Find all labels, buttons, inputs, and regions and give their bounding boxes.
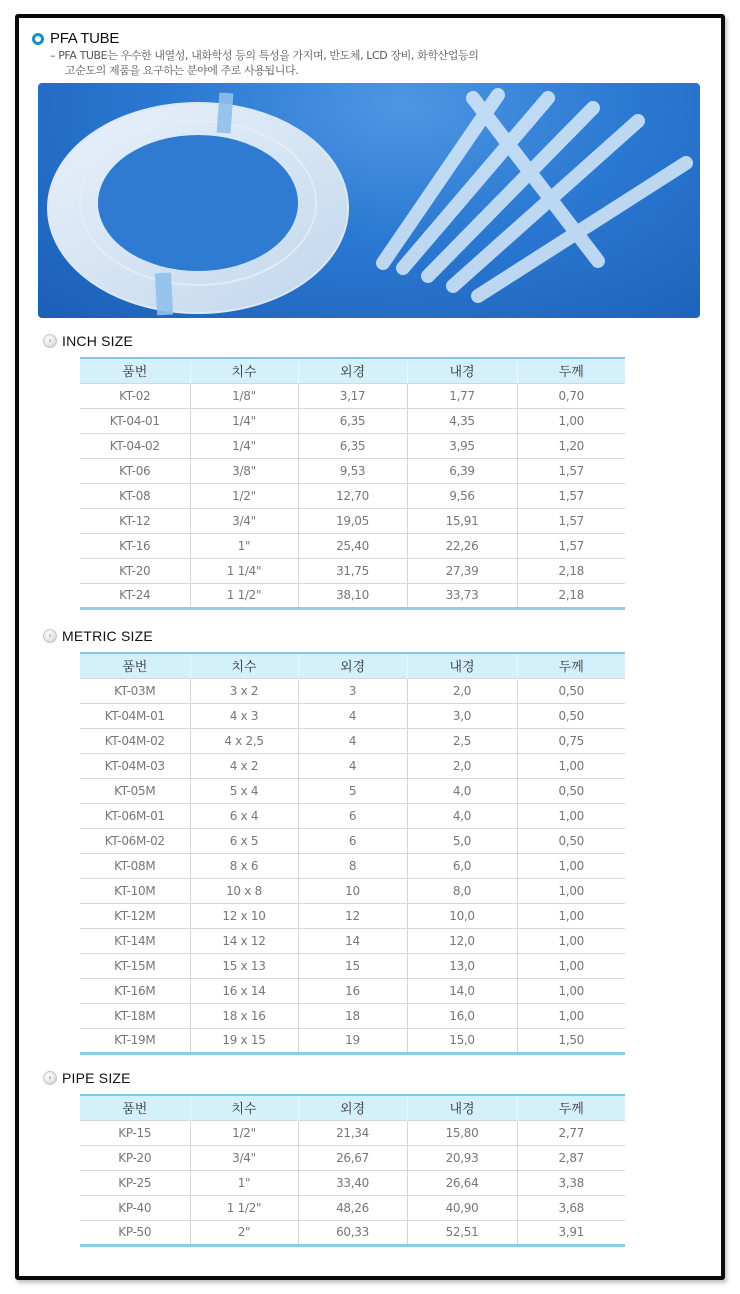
table-row: [80, 1170, 625, 1195]
inch-size-table: [80, 357, 625, 610]
table-row: [80, 508, 625, 533]
table-cell: 6,39: [407, 458, 517, 483]
table-cell: 1": [190, 533, 298, 558]
table-row: [80, 903, 625, 928]
table-header-row: [80, 653, 625, 678]
table-cell: 5: [298, 778, 407, 803]
table-cell: 8: [298, 853, 407, 878]
table-cell: 4 x 2: [190, 753, 298, 778]
table-cell: 0,70: [517, 383, 625, 408]
table-cell: 1,57: [517, 458, 625, 483]
section-title-inch: [43, 333, 133, 349]
table-cell: 13,0: [407, 953, 517, 978]
table-cell: 2,5: [407, 728, 517, 753]
table-cell: 21,34: [298, 1120, 407, 1145]
table-cell: 0,50: [517, 703, 625, 728]
table-cell: 6 x 5: [190, 828, 298, 853]
table-row: [80, 408, 625, 433]
table-cell: 1,57: [517, 508, 625, 533]
table-cell: 15,80: [407, 1120, 517, 1145]
table-cell: KT-16: [80, 533, 190, 558]
column-header: 품번: [122, 365, 148, 381]
table-cell: 19: [298, 1028, 407, 1053]
table-cell: 0,50: [517, 828, 625, 853]
section-label: METRIC SIZE: [62, 628, 153, 644]
section-title-pipe: [43, 1070, 131, 1086]
chevron-right-icon: ›: [43, 334, 57, 348]
column-header: 외경: [298, 1095, 407, 1120]
table-cell: 8 x 6: [190, 853, 298, 878]
column-header: 품번: [122, 1102, 148, 1118]
table-cell: 14,0: [407, 978, 517, 1003]
table-cell: 1,20: [517, 433, 625, 458]
table-cell: 1/4": [190, 433, 298, 458]
table-cell: KT-04-02: [80, 433, 190, 458]
table-cell: KT-14M: [80, 928, 190, 953]
table-cell: 4,0: [407, 778, 517, 803]
table-cell: KT-02: [80, 383, 190, 408]
column-header: 치수: [190, 358, 298, 383]
table-cell: 52,51: [407, 1220, 517, 1245]
table-cell: 20,93: [407, 1145, 517, 1170]
table-cell: 0,50: [517, 778, 625, 803]
table-cell: 3/4": [190, 508, 298, 533]
table-cell: 2,18: [517, 583, 625, 608]
table-cell: 22,26: [407, 533, 517, 558]
table-row: [80, 803, 625, 828]
table-cell: 1,00: [517, 878, 625, 903]
table-cell: KT-06M-02: [80, 828, 190, 853]
table-cell: 1,00: [517, 978, 625, 1003]
table-cell: 6,35: [298, 433, 407, 458]
metric-size-table: [80, 652, 625, 1055]
table-cell: 3,68: [517, 1195, 625, 1220]
table-row: [80, 1120, 625, 1145]
table-cell: 4,0: [407, 803, 517, 828]
table-cell: KT-08: [80, 483, 190, 508]
table-cell: 31,75: [298, 558, 407, 583]
description-line-1: – PFA TUBE는 우수한 내열성, 내화학성 등의 특성을 가지며, 반도체, LCD 장비, 화학산업등의: [50, 49, 479, 62]
table-cell: KT-04M-03: [80, 753, 190, 778]
table-cell: 6: [298, 828, 407, 853]
table-cell: 33,73: [407, 583, 517, 608]
table-row: [80, 1028, 625, 1053]
table-cell: KT-12M: [80, 903, 190, 928]
table-cell: KT-04M-02: [80, 728, 190, 753]
table-cell: KT-03M: [80, 678, 190, 703]
table-row: [80, 433, 625, 458]
table-row: [80, 753, 625, 778]
column-header: 치수: [190, 1095, 298, 1120]
table-cell: 33,40: [298, 1170, 407, 1195]
column-header: 외경: [298, 653, 407, 678]
table-row: [80, 458, 625, 483]
table-row: [80, 558, 625, 583]
table-cell: 3,0: [407, 703, 517, 728]
column-header: 내경: [407, 358, 517, 383]
table-cell: 1,50: [517, 1028, 625, 1053]
table-body: [80, 678, 625, 1053]
table-cell: 40,90: [407, 1195, 517, 1220]
table-cell: 1/2": [190, 483, 298, 508]
table-cell: 1,00: [517, 853, 625, 878]
column-header: 품번: [122, 660, 148, 676]
table-cell: 1,00: [517, 1003, 625, 1028]
table-cell: KT-16M: [80, 978, 190, 1003]
table-cell: KT-10M: [80, 878, 190, 903]
table-cell: 26,64: [407, 1170, 517, 1195]
table-cell: 1 1/4": [190, 558, 298, 583]
table-cell: 15,0: [407, 1028, 517, 1053]
table-cell: 12,0: [407, 928, 517, 953]
column-header: 내경: [407, 653, 517, 678]
table-cell: KP-25: [80, 1170, 190, 1195]
table-cell: 14: [298, 928, 407, 953]
chevron-right-icon: ›: [43, 1071, 57, 1085]
table-cell: 6: [298, 803, 407, 828]
tube-illustration-icon: [38, 83, 700, 318]
table-row: [80, 853, 625, 878]
table-cell: KP-40: [80, 1195, 190, 1220]
table-row: [80, 583, 625, 608]
table-header-row: [80, 1095, 625, 1120]
table-cell: 3 x 2: [190, 678, 298, 703]
description-line-2: 고순도의 제품을 요구하는 분야에 주로 사용됩니다.: [65, 64, 299, 77]
table-cell: 16,0: [407, 1003, 517, 1028]
section-label: PIPE SIZE: [62, 1070, 131, 1086]
chevron-right-icon: ›: [43, 629, 57, 643]
table-cell: 1,00: [517, 803, 625, 828]
table-row: [80, 703, 625, 728]
table-cell: KP-15: [80, 1120, 190, 1145]
table-cell: 1": [190, 1170, 298, 1195]
table-cell: 4: [298, 753, 407, 778]
table-row: [80, 928, 625, 953]
product-description: [50, 48, 478, 78]
table-cell: 16: [298, 978, 407, 1003]
table-row: [80, 383, 625, 408]
table-cell: 0,50: [517, 678, 625, 703]
table-cell: 9,56: [407, 483, 517, 508]
table-row: [80, 1195, 625, 1220]
table-row: [80, 533, 625, 558]
table-cell: KT-04-01: [80, 408, 190, 433]
table-cell: 3,38: [517, 1170, 625, 1195]
table-cell: 10 x 8: [190, 878, 298, 903]
table-cell: 3,17: [298, 383, 407, 408]
table-cell: 6,35: [298, 408, 407, 433]
table-row: [80, 728, 625, 753]
table-cell: KT-24: [80, 583, 190, 608]
table-cell: KT-19M: [80, 1028, 190, 1053]
table-cell: 4: [298, 728, 407, 753]
table-cell: 48,26: [298, 1195, 407, 1220]
table-cell: KT-18M: [80, 1003, 190, 1028]
table-cell: 2,87: [517, 1145, 625, 1170]
table-cell: 60,33: [298, 1220, 407, 1245]
table-cell: 19 x 15: [190, 1028, 298, 1053]
table-cell: 6,0: [407, 853, 517, 878]
column-header: 두께: [517, 358, 625, 383]
table-cell: 2,0: [407, 678, 517, 703]
table-cell: 12,70: [298, 483, 407, 508]
table-row: [80, 778, 625, 803]
column-header: 외경: [298, 358, 407, 383]
table-row: [80, 828, 625, 853]
section-title-metric: [43, 628, 153, 644]
table-cell: 8,0: [407, 878, 517, 903]
table-cell: 18 x 16: [190, 1003, 298, 1028]
table-cell: 3/8": [190, 458, 298, 483]
table-row: [80, 483, 625, 508]
table-cell: 10: [298, 878, 407, 903]
section-label: INCH SIZE: [62, 333, 134, 349]
table-cell: 15: [298, 953, 407, 978]
table-row: [80, 1003, 625, 1028]
table-cell: KP-20: [80, 1145, 190, 1170]
table-row: [80, 878, 625, 903]
table-row: [80, 1220, 625, 1245]
column-header: 두께: [517, 1095, 625, 1120]
circle-bullet-icon: [32, 33, 44, 45]
table-cell: 5 x 4: [190, 778, 298, 803]
page-title: PFA TUBE: [50, 30, 120, 47]
table-cell: 1,00: [517, 953, 625, 978]
table-cell: 4 x 2,5: [190, 728, 298, 753]
table-body: [80, 1120, 625, 1245]
table-row: [80, 678, 625, 703]
table-cell: 1,00: [517, 408, 625, 433]
table-header-row: [80, 358, 625, 383]
table-cell: 38,10: [298, 583, 407, 608]
table-cell: 2,0: [407, 753, 517, 778]
table-cell: 2,18: [517, 558, 625, 583]
table-cell: 1 1/2": [190, 1195, 298, 1220]
table-cell: 0,75: [517, 728, 625, 753]
table-cell: 26,67: [298, 1145, 407, 1170]
table-cell: KT-08M: [80, 853, 190, 878]
table-cell: KT-05M: [80, 778, 190, 803]
table-cell: KP-50: [80, 1220, 190, 1245]
table-row: [80, 1145, 625, 1170]
table-cell: 1/4": [190, 408, 298, 433]
table-cell: KT-12: [80, 508, 190, 533]
table-row: [80, 978, 625, 1003]
column-header: 내경: [407, 1095, 517, 1120]
table-cell: 3,91: [517, 1220, 625, 1245]
product-photo: [38, 83, 700, 318]
table-cell: KT-20: [80, 558, 190, 583]
table-cell: 3,95: [407, 433, 517, 458]
table-cell: KT-04M-01: [80, 703, 190, 728]
table-cell: 18: [298, 1003, 407, 1028]
column-header: 치수: [190, 653, 298, 678]
table-cell: 27,39: [407, 558, 517, 583]
table-cell: 14 x 12: [190, 928, 298, 953]
table-cell: 19,05: [298, 508, 407, 533]
table-cell: 5,0: [407, 828, 517, 853]
table-cell: 4: [298, 703, 407, 728]
table-cell: 1,00: [517, 903, 625, 928]
table-cell: 15,91: [407, 508, 517, 533]
table-cell: 2,77: [517, 1120, 625, 1145]
table-cell: 4,35: [407, 408, 517, 433]
table-cell: 10,0: [407, 903, 517, 928]
table-cell: 1,00: [517, 928, 625, 953]
column-header: 두께: [517, 653, 625, 678]
table-cell: 1 1/2": [190, 583, 298, 608]
table-cell: 2": [190, 1220, 298, 1245]
table-cell: 9,53: [298, 458, 407, 483]
table-cell: 12 x 10: [190, 903, 298, 928]
table-cell: 1,00: [517, 753, 625, 778]
table-cell: 6 x 4: [190, 803, 298, 828]
pipe-size-table: [80, 1094, 625, 1247]
table-body: [80, 383, 625, 608]
table-cell: 4 x 3: [190, 703, 298, 728]
page-title-row: [32, 30, 119, 47]
table-cell: 15 x 13: [190, 953, 298, 978]
table-cell: 3: [298, 678, 407, 703]
table-cell: 1/8": [190, 383, 298, 408]
table-row: [80, 953, 625, 978]
table-cell: 16 x 14: [190, 978, 298, 1003]
table-cell: 12: [298, 903, 407, 928]
table-cell: 1,57: [517, 533, 625, 558]
table-cell: 3/4": [190, 1145, 298, 1170]
table-cell: 25,40: [298, 533, 407, 558]
table-cell: 1/2": [190, 1120, 298, 1145]
table-cell: KT-15M: [80, 953, 190, 978]
table-cell: KT-06: [80, 458, 190, 483]
table-cell: KT-06M-01: [80, 803, 190, 828]
table-cell: 1,77: [407, 383, 517, 408]
table-cell: 1,57: [517, 483, 625, 508]
